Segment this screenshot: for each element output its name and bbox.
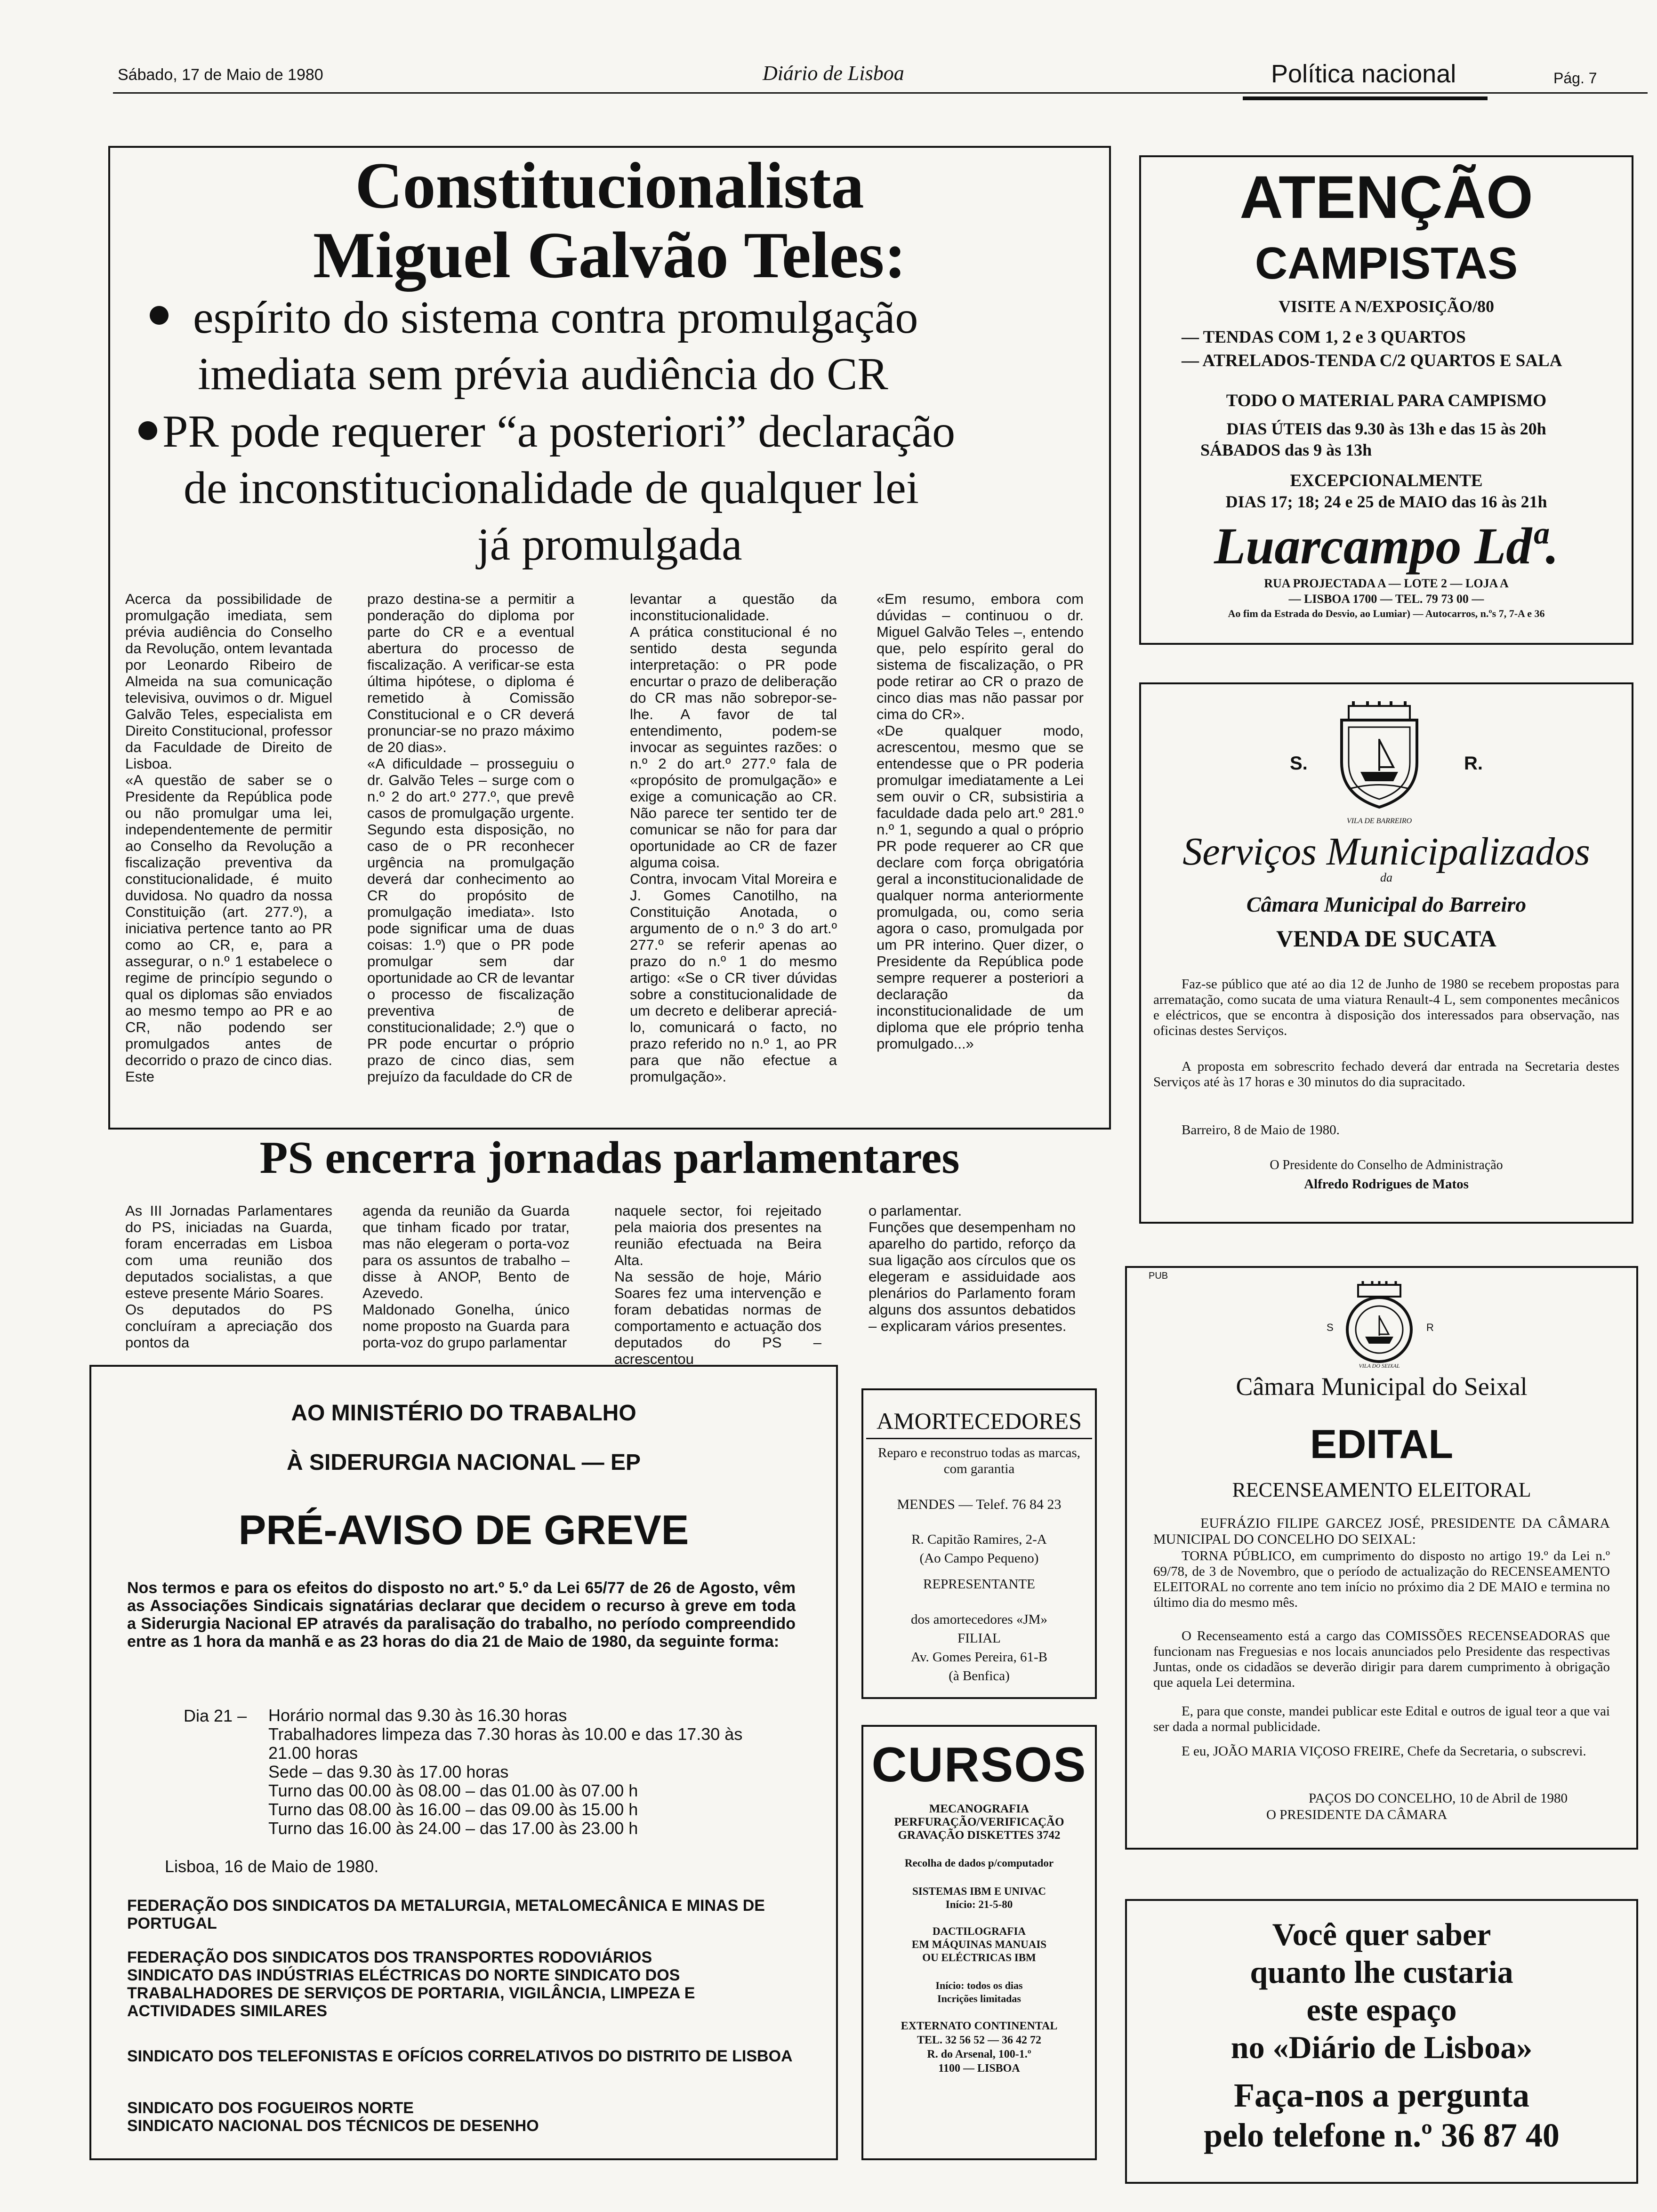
strike-schedule-3: 21.00 horas	[268, 1743, 358, 1763]
article-column-4: «Em resumo, embora com dúvidas – continuou o dr. Miguel Galvão Teles –, entendo que, pelo espírito geral do sistema de fiscalização, o PR pode retirar ao CR o prazo de cinco dias mas não passar por cima do CR». «De qualquer modo, acrescentou, mesmo que se entendesse que o PR poderia promulgar imediatamente a Lei sem ouvir o CR, subsistiria a faculdade dada pelo art.º 281.º n.º 1, segundo a qual o próprio PR pode requerer ao CR que declare com força obrigatória geral a inconstitucionalidade de qualquer norma anteriormente promulgada, ou, como seria agora o caso, promulgada por um PR interino. Quer dizer, o Presidente da República pode sempre requerer a posteriori a declaração da inconstitucionalidade de um diploma que ele próprio tenha promulgado...»	[877, 591, 1084, 1052]
seixal-body-5: E eu, JOÃO MARIA VIÇOSO FREIRE, Chefe da Secretaria, o subscrevi.	[1182, 1744, 1586, 1759]
strike-schedule-6: Turno das 08.00 às 16.00 – das 09.00 às 15.00 h	[268, 1800, 638, 1819]
cursos-line-9: OU ELÉCTRICAS IBM	[922, 1952, 1036, 1964]
diario-line-6: pelo telefone n.º 36 87 40	[1204, 2116, 1560, 2154]
campistas-hours-1: DIAS ÚTEIS das 9.30 às 13h e das 15 às 20h	[1226, 419, 1546, 438]
sucata-r: R.	[1464, 753, 1483, 774]
barreiro-seal	[1323, 701, 1436, 814]
cursos-line-12: EXTERNATO CONTINENTAL	[901, 2020, 1058, 2032]
seixal-body-4: E, para que conste, mandei publicar este Edital e outros de igual teor a que vai ser dada a normal publicidade.	[1153, 1704, 1610, 1734]
campistas-address-3: Ao fim da Estrada do Desvio, ao Lumiar) — Autocarros, n.ºs 7, 7-A e 36	[1228, 608, 1545, 619]
cursos-line-15: 1100 — LISBOA	[938, 2062, 1020, 2075]
sucata-de: da	[1380, 871, 1392, 884]
cursos-line-4: Recolha de dados p/computador	[904, 1857, 1054, 1869]
diario-line-4: no «Diário de Lisboa»	[1231, 2029, 1533, 2065]
strike-schedule-5: Turno das 00.00 às 08.00 – das 01.00 às 07.00 h	[268, 1781, 638, 1800]
strike-signatory-3: SINDICATO DOS TELEFONISTAS E OFÍCIOS CORRELATIVOS DO DISTRITO DE LISBOA	[127, 2047, 793, 2065]
sucata-sign-2: Alfredo Rodrigues de Matos	[1304, 1177, 1469, 1192]
campistas-item-2: — ATRELADOS-TENDA C/2 QUARTOS E SALA	[1182, 351, 1562, 370]
amortecedores-rep: REPRESENTANTE	[923, 1577, 1035, 1592]
campistas-title-2: CAMPISTAS	[1255, 238, 1518, 289]
campistas-visit: VISITE A N/EXPOSIÇÃO/80	[1278, 297, 1495, 316]
section-rule	[1243, 96, 1488, 100]
strike-schedule-2: Trabalhadores limpeza das 7.30 horas às 10.00 e das 17.30 às	[268, 1724, 743, 1744]
page-date: Sábado, 17 de Maio de 1980	[118, 66, 323, 84]
sucata-title: Serviços Municipalizados	[1182, 830, 1590, 874]
sucata-body-2: A proposta em sobrescrito fechado deverá dar entrada na Secretaria destes Serviços até às 17 horas e 30 minutos do dia supracitado.	[1153, 1059, 1619, 1090]
campistas-address-1: RUA PROJECTADA A — LOTE 2 — LOJA A	[1264, 577, 1509, 590]
campistas-title-1: ATENÇÃO	[1239, 164, 1533, 231]
strike-day: Dia 21 –	[184, 1706, 247, 1725]
bullet-2-line-2: de inconstitucionalidade de qualquer lei	[184, 463, 919, 513]
seixal-body-2: TORNA PÚBLICO, em cumprimento do disposto no artigo 19.º da Lei n.º 69/78, de 3 de Novembro, que o período de actualização do RECENSEAMENTO ELEITORAL no corrente ano tem início no próximo dia 2 DE MAIO e termina no último dia do mesmo mês.	[1153, 1548, 1610, 1610]
cursos-line-5: SISTEMAS IBM E UNIVAC	[912, 1885, 1046, 1897]
cursos-title: CURSOS	[871, 1738, 1087, 1792]
header-rule	[113, 92, 1648, 94]
amortecedores-rep-1: dos amortecedores «JM»	[911, 1612, 1047, 1627]
ps-column-4: o parlamentar. Funções que desempenham no aparelho do partido, reforço da sua ligação aos círculos que os elegeram e assiduidade aos plenários do Parlamento foram alguns dos assuntos debatidos – explicaram vários presentes.	[869, 1202, 1076, 1334]
seixal-sign-1: PAÇOS DO CONCELHO, 10 de Abril de 1980	[1309, 1791, 1568, 1806]
diario-line-2: quanto lhe custaria	[1250, 1954, 1513, 1990]
amortecedores-divider	[866, 1438, 1092, 1439]
campistas-address-2: — LISBOA 1700 — TEL. 79 73 00 —	[1288, 592, 1484, 606]
ps-column-2: agenda da reunião da Guarda que tinham ficado por tratar, mas não elegeram o porta-voz para os assuntos de trabalho – disse à ANOP, Bento de Azevedo. Maldonado Gonelha, único nome proposto na Guarda para porta-voz do grupo parlamentar	[362, 1202, 570, 1351]
sucata-subtitle: Câmara Municipal do Barreiro	[1246, 892, 1527, 916]
bullet-1-line-1: espírito do sistema contra promulgação	[193, 292, 918, 343]
strike-signatory-2: FEDERAÇÃO DOS SINDICATOS DOS TRANSPORTES RODOVIÁRIOS SINDICATO DAS INDÚSTRIAS ELÉCTRICAS DO NORTE SINDICATO DOS TRABALHADORES DE SERVIÇOS DE PORTARIA, VIGILÂNCIA, LIMPEZA E ACTIVIDADES SIMILARES	[127, 1948, 695, 2020]
bullet-1-line-2: imediata sem prévia audiência do CR	[198, 349, 888, 400]
page-number: Pág. 7	[1553, 70, 1597, 87]
sucata-date: Barreiro, 8 de Maio de 1980.	[1182, 1122, 1340, 1138]
seixal-body-3: O Recenseamento está a cargo das COMISSÕES RECENSEADORAS que funcionam nas Freguesias e nos locais anunciados pelo Presidente das respectivas Juntas, onde os cidadãos se deverão dirigir para darem cumprimento à obrigação que aquela Lei determina.	[1153, 1628, 1610, 1690]
article-column-2: prazo destina-se a permitir a ponderação do diploma por parte do CR e a eventual abertura do processo de fiscalização. A verificar-se esta última hipótese, o diploma é remetido à Comissão Constitucional e o CR deverá pronunciar-se no prazo máximo de 20 dias». «A dificuldade – prosseguiu o dr. Galvão Teles – surge com o n.º 2 do art.º 277.º, que prevê casos de promulgação urgente. Segundo esta disposição, no caso de o PR reconhecer urgência na promulgação deverá dar conhecimento ao CR do propósito de promulgação imediata». Isto pode significar uma de duas coisas: 1.º) que o PR pode promulgar sem dar oportunidade ao CR de levantar o processo de fiscalização preventiva de constitucionalidade; 2.º) que o PR pode encurtar o próprio prazo de cinco dias, sem prejuízo da faculdade do CR de	[367, 591, 574, 1085]
ps-column-1: As III Jornadas Parlamentares do PS, iniciadas na Guarda, foram encerradas em Lisboa com uma reunião dos deputados socialistas, a que esteve presente Mário Soares. Os deputados do PS concluíram a apreciação dos pontos da	[125, 1202, 332, 1351]
diario-line-5: Faça-nos a pergunta	[1234, 2076, 1529, 2114]
sucata-s: S.	[1290, 753, 1308, 774]
seixal-subtitle: RECENSEAMENTO ELEITORAL	[1232, 1478, 1531, 1501]
sucata-heading: VENDA DE SUCATA	[1276, 925, 1496, 952]
strike-place-date: Lisboa, 16 de Maio de 1980.	[165, 1857, 379, 1876]
seixal-org: Câmara Municipal do Seixal	[1236, 1372, 1528, 1401]
strike-schedule-1: Horário normal das 9.30 às 16.30 horas	[268, 1706, 567, 1725]
bullet-2-dot	[138, 421, 157, 440]
campistas-except-2: DIAS 17; 18; 24 e 25 de MAIO das 16 às 21h	[1225, 492, 1547, 511]
strike-signatory-1: FEDERAÇÃO DOS SINDICATOS DA METALURGIA, METALOMECÂNICA E MINAS DE PORTUGAL	[127, 1897, 765, 1932]
cursos-line-10: Início: todos os dias	[935, 1980, 1023, 1991]
bullet-1-dot	[150, 306, 169, 325]
section-title: Política nacional	[1271, 60, 1456, 88]
amortecedores-contact: MENDES — Telef. 76 84 23	[897, 1497, 1062, 1512]
strike-body: Nos termos e para os efeitos do disposto no art.º 5.º da Lei 65/77 de 26 de Agosto, vêm as Associações Sindicais signatárias declarar que decidem o recurso à greve em toda a Siderurgia Nacional EP através da paralisação do trabalho, no período compreendido entre as 1 hora da manhã e as 23 horas do dia 21 de Maio de 1980, da seguinte forma:	[127, 1579, 796, 1651]
cursos-line-14: R. do Arsenal, 100-1.º	[927, 2048, 1031, 2060]
campistas-except-1: EXCEPCIONALMENTE	[1290, 471, 1483, 490]
seixal-sign-2: O PRESIDENTE DA CÂMARA	[1266, 1807, 1448, 1822]
strike-schedule-7: Turno das 16.00 às 24.00 – das 17.00 às 23.00 h	[268, 1819, 638, 1838]
cursos-line-8: EM MÁQUINAS MANUAIS	[911, 1939, 1047, 1950]
ps-column-3: naquele sector, foi rejeitado pela maioria dos presentes na reunião efectuada na Beira Alta. Na sessão de hoje, Mário Soares fez uma intervenção e foram debatidas normas de comportamento e actuação dos deputados do PS – acrescentou	[614, 1202, 821, 1367]
headline-line-2: Miguel Galvão Teles:	[313, 219, 906, 292]
bullet-2-line-1: PR pode requerer “a posteriori” declaração	[162, 406, 956, 457]
barreiro-seal-ribbon: VILA DE BARREIRO	[1346, 817, 1412, 825]
amortecedores-sub: Reparo e reconstruo todas as marcas, com garantia	[877, 1445, 1080, 1476]
amortecedores-rep-2: FILIAL	[957, 1631, 1001, 1646]
cursos-line-3: GRAVAÇÃO DISKETTES 3742	[898, 1829, 1061, 1842]
amortecedores-rep-3: Av. Gomes Pereira, 61-B	[911, 1650, 1047, 1665]
sucata-sign-1: O Presidente do Conselho de Administração	[1270, 1158, 1503, 1172]
strike-signatory-4: SINDICATO DOS FOGUEIROS NORTE SINDICATO NACIONAL DOS TÉCNICOS DE DESENHO	[127, 2099, 539, 2135]
campistas-hours-2: SÁBADOS das 9 às 13h	[1200, 441, 1372, 459]
cursos-line-1: MECANOGRAFIA	[929, 1803, 1030, 1815]
seixal-s: S	[1327, 1322, 1334, 1333]
masthead: Diário de Lisboa	[763, 62, 904, 85]
amortecedores-rep-4: (à Benfica)	[949, 1668, 1010, 1683]
seixal-r: R	[1426, 1322, 1434, 1333]
cursos-line-2: PERFURAÇÃO/VERIFICAÇÃO	[894, 1816, 1064, 1828]
seixal-pub: PUB	[1149, 1271, 1168, 1281]
strike-title: PRÉ-AVISO DE GREVE	[238, 1507, 689, 1553]
article-column-3: levantar a questão da inconstitucionalidade. A prática constitucional é no sentido desta segunda interpretação: o PR pode encurtar o prazo de deliberação do CR mas não sobrepor-se-lhe. A favor de tal entendimento, podem-se invocar as seguintes razões: o n.º 2 do art.º 277.º fala de «propósito de promulgação» e exige a comunicação ao CR. Não parece ter sentido ter de comunicar se não for para dar oportunidade ao CR de fazer alguma coisa. Contra, invocam Vital Moreira e J. Gomes Canotilho, na Constituição Anotada, o argumento de o n.º 3 do art.º 277.º se referir apenas ao prazo do n.º 1 do mesmo artigo: «Se o CR tiver dúvidas sobre a constitucionalidade de um decreto e deliberar apreciá-lo, comunicará o facto, no prazo referido no n.º 1, ao PR para que não efectue a promulgação».	[630, 591, 837, 1085]
campistas-brand: Luarcampo Ldª.	[1214, 517, 1559, 575]
campistas-item-3: TODO O MATERIAL PARA CAMPISMO	[1226, 391, 1547, 410]
seixal-body-1: EUFRÁZIO FILIPE GARCEZ JOSÉ, PRESIDENTE DA CÂMARA MUNICIPAL DO CONCELHO DO SEIXAL:	[1153, 1515, 1610, 1547]
seixal-title: EDITAL	[1310, 1422, 1454, 1467]
strike-to-2: À SIDERURGIA NACIONAL — EP	[286, 1450, 641, 1475]
amortecedores-title: AMORTECEDORES	[877, 1408, 1082, 1434]
article-column-1: Acerca da possibilidade de promulgação imediata, sem prévia audiência do Conselho da Revolução, ontem levantada por Leonardo Ribeiro de Almeida na sua comunicação televisiva, ouvimos o dr. Miguel Galvão Teles, especialista em Direito Constitucional, professor da Faculdade de Direito de Lisboa. «A questão de saber se o Presidente da República pode ou não promulgar uma lei, independentemente de permitir ao Conselho da Revolução a fiscalização preventiva da constitucionalidade, é muito duvidosa. No quadro da nossa Constituição (art. 277.º), a iniciativa pertence tanto ao PR como ao CR, e, para a assegurar, o n.º 1 estabelece o regime de princípio segundo o qual os diplomas são enviados ao mesmo tempo ao PR e ao CR, não podendo ser promulgados antes de decorrido o prazo de cinco dias. Este	[125, 591, 332, 1085]
seixal-seal	[1337, 1280, 1422, 1365]
ps-headline: PS encerra jornadas parlamentares	[259, 1132, 960, 1183]
diario-line-1: Você quer saber	[1272, 1916, 1491, 1952]
amortecedores-address-1: R. Capitão Ramires, 2-A	[911, 1532, 1047, 1547]
strike-schedule-4: Sede – das 9.30 às 17.00 horas	[268, 1762, 509, 1781]
bullet-2-line-3: já promulgada	[477, 519, 742, 570]
cursos-line-7: DACTILOGRAFIA	[932, 1925, 1026, 1937]
diario-line-3: este espaço	[1306, 1992, 1457, 2028]
strike-to-1: AO MINISTÉRIO DO TRABALHO	[291, 1401, 636, 1426]
cursos-line-13: TEL. 32 56 52 — 36 42 72	[917, 2034, 1042, 2046]
sucata-body-1: Faz-se público que até ao dia 12 de Junho de 1980 se recebem propostas para arrematação, como sucata de uma viatura Renault-4 L, sem componentes mecânicos e eléctricos, que se encontra à disposição dos interessados para observação, nas oficinas destes Serviços.	[1153, 977, 1619, 1038]
amortecedores-address-2: (Ao Campo Pequeno)	[919, 1551, 1039, 1566]
headline-line-1: Constitucionalista	[355, 149, 864, 222]
campistas-item-1: — TENDAS COM 1, 2 e 3 QUARTOS	[1182, 328, 1466, 347]
cursos-line-6: Início: 21-5-80	[945, 1899, 1013, 1910]
seixal-seal-ribbon: VILA DO SEIXAL	[1359, 1362, 1400, 1369]
cursos-line-11: Incrições limitadas	[937, 1993, 1021, 2004]
